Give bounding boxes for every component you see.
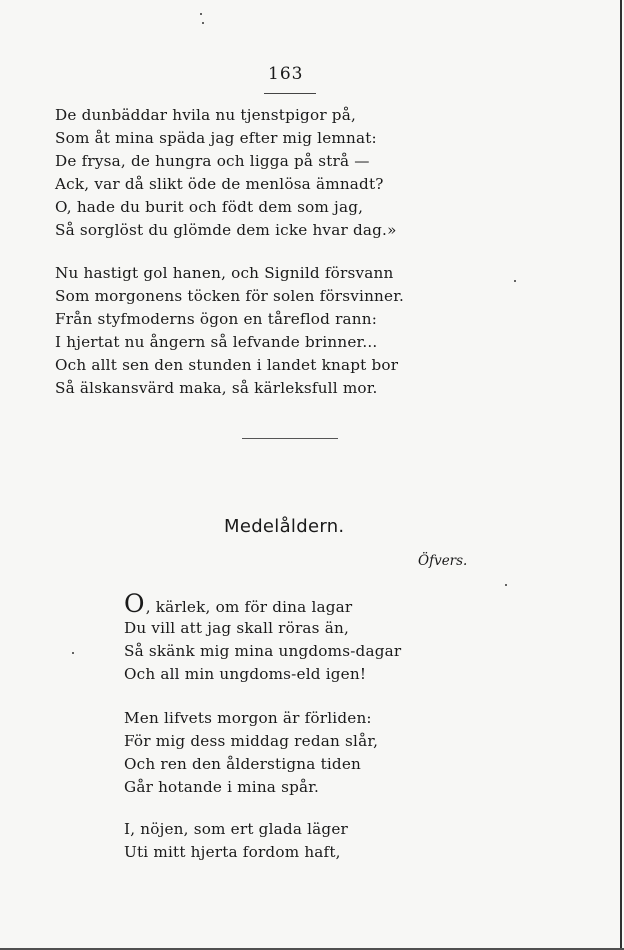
page-number: 163 (268, 64, 304, 84)
verse-line: Går hotande i mina spår. (124, 778, 320, 796)
poem-title: Medelåldern. (224, 516, 345, 537)
verse-line: Du vill att jag skall röras än, (124, 619, 349, 637)
verse-line: Så sorglöst du glömde dem icke hvar dag.» (55, 221, 397, 239)
print-speck (202, 22, 204, 24)
first-line-text: , kärlek, om för dina lagar (145, 598, 353, 616)
verse-line-first (124, 589, 401, 618)
verse-line: De dunbäddar hvila nu tjenstpigor på, (55, 106, 357, 124)
print-speck (505, 584, 507, 586)
print-speck (200, 13, 202, 15)
verse-line: Ack, var då slikt öde de menlösa ämnadt? (55, 175, 384, 193)
verse-line: Och all min ungdoms-eld igen! (124, 665, 367, 683)
poem-attribution: Öfvers. (418, 553, 468, 569)
poem-stanza-3 (124, 818, 348, 864)
verse-line: I, nöjen, som ert glada läger (124, 820, 348, 838)
poem-stanza-2 (124, 707, 378, 799)
print-speck (72, 652, 74, 654)
verse-line: O, hade du burit och födt dem som jag, (55, 198, 364, 216)
poem-stanza-1 (124, 589, 402, 686)
verse-line: Så älskansvärd maka, så kärleksfull mor. (55, 379, 378, 397)
verse-line: Som åt mina späda jag efter mig lemnat: (55, 129, 377, 147)
verse-line: Och ren den ålderstigna tiden (124, 755, 362, 773)
verse-line: Och allt sen den stunden i landet knapt bor (55, 356, 399, 374)
stanza-top-2 (55, 262, 404, 400)
print-speck (514, 280, 516, 282)
section-divider (242, 438, 338, 439)
verse-line: Men lifvets morgon är förliden: (124, 709, 372, 727)
verse-line: För mig dess middag redan slår, (124, 732, 379, 750)
page-edge-right (620, 0, 622, 950)
verse-line: Nu hastigt gol hanen, och Signild försvann (55, 264, 394, 282)
stanza-top-1 (55, 104, 397, 242)
verse-line: I hjertat nu ångern så lefvande brinner... (55, 333, 378, 351)
verse-line: Så skänk mig mina ungdoms-dagar (124, 642, 402, 660)
verse-line: Som morgonens töcken för solen försvinner. (55, 287, 405, 305)
verse-line: De frysa, de hungra och ligga på strå — (55, 152, 370, 170)
verse-line: Från styfmoderns ögon en tåreflod rann: (55, 310, 378, 328)
verse-line: Uti mitt hjerta fordom haft, (124, 843, 341, 861)
page-number-rule (264, 93, 316, 94)
initial-letter: O (124, 589, 145, 618)
